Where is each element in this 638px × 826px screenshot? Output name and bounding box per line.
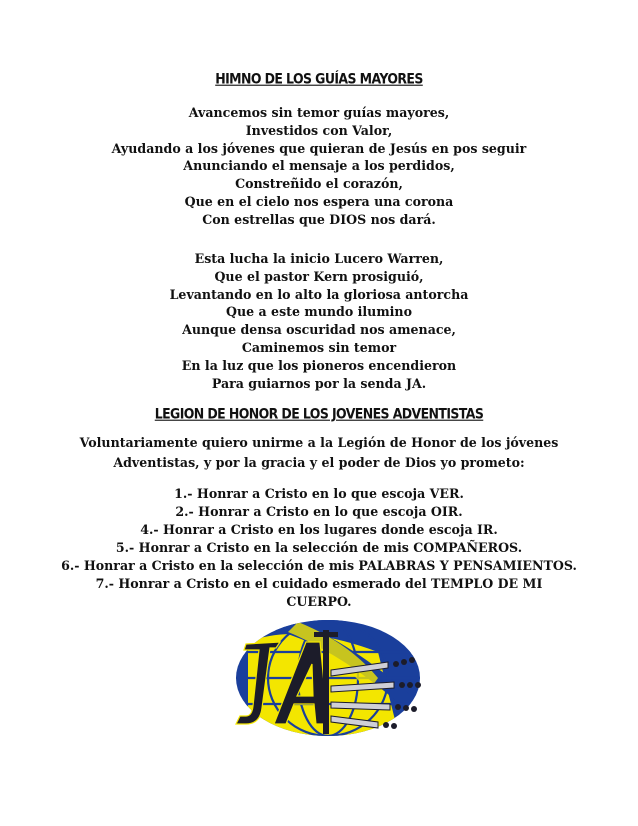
- promise-line: 6.- Honrar a Cristo en la selección de mis PALABRAS Y PENSAMIENTOS.: [61, 558, 577, 573]
- legion-promises: [0, 485, 638, 611]
- promise-line: 1.- Honrar a Cristo en lo que escoja VER.: [174, 486, 464, 501]
- promise-line: CUERPO.: [286, 594, 352, 609]
- hymn-line: Caminemos sin temor: [241, 339, 397, 355]
- intro-line: Adventistas, y por la gracia y el poder de Dios yo prometo:: [113, 455, 525, 470]
- torch-staff: [323, 630, 329, 734]
- hymn-line: Anunciando el mensaje a los perdidos,: [183, 158, 455, 174]
- hymn-line: Aunque densa oscuridad nos amenace,: [182, 322, 456, 338]
- legion-intro: [0, 433, 638, 473]
- ja-logo: [228, 612, 433, 742]
- promise-line: 2.- Honrar a Cristo en lo que escoja OIR.: [175, 504, 463, 519]
- hymn-line: Para guiarnos por la senda JA.: [211, 375, 427, 391]
- hymn-title: HIMNO DE LOS GUÍAS MAYORES: [215, 70, 423, 87]
- hymn-line: Que el pastor Kern prosiguió,: [214, 268, 424, 284]
- hymn-line: Ayudando a los jóvenes que quieran de Jesús en pos seguir: [111, 140, 527, 156]
- hymn-line: En la luz que los pioneros encendieron: [181, 357, 457, 373]
- hymn-line: Levantando en lo alto la gloriosa antorcha: [169, 286, 469, 302]
- hymn-line: Que a este mundo ilumino: [225, 304, 412, 320]
- hymn-line: Esta lucha la inicio Lucero Warren,: [194, 251, 444, 266]
- hymn-line: Investidos con Valor,: [245, 122, 393, 138]
- hymn-line: Constreñido el corazón,: [235, 176, 403, 192]
- promise-line: 5.- Honrar a Cristo en la selección de mis COMPAÑEROS.: [115, 540, 523, 555]
- hymn-line: Que en el cielo nos espera una corona: [184, 193, 454, 209]
- hymn-line: Avancemos sin temor guías mayores,: [188, 105, 450, 120]
- hymn-stanza-2: [0, 250, 638, 392]
- promise-line: 7.- Honrar a Cristo en el cuidado esmerado del TEMPLO DE MI: [95, 576, 543, 591]
- hymn-stanza-1: [0, 104, 638, 229]
- hymn-line: Con estrellas que DIOS nos dará.: [202, 211, 436, 227]
- legion-title: LEGION DE HONOR DE LOS JOVENES ADVENTISTAS: [154, 405, 484, 422]
- intro-line: Voluntariamente quiero unirme a la Legión de Honor de los jóvenes: [79, 435, 559, 450]
- promise-line: 4.- Honrar a Cristo en los lugares donde escoja IR.: [140, 522, 498, 537]
